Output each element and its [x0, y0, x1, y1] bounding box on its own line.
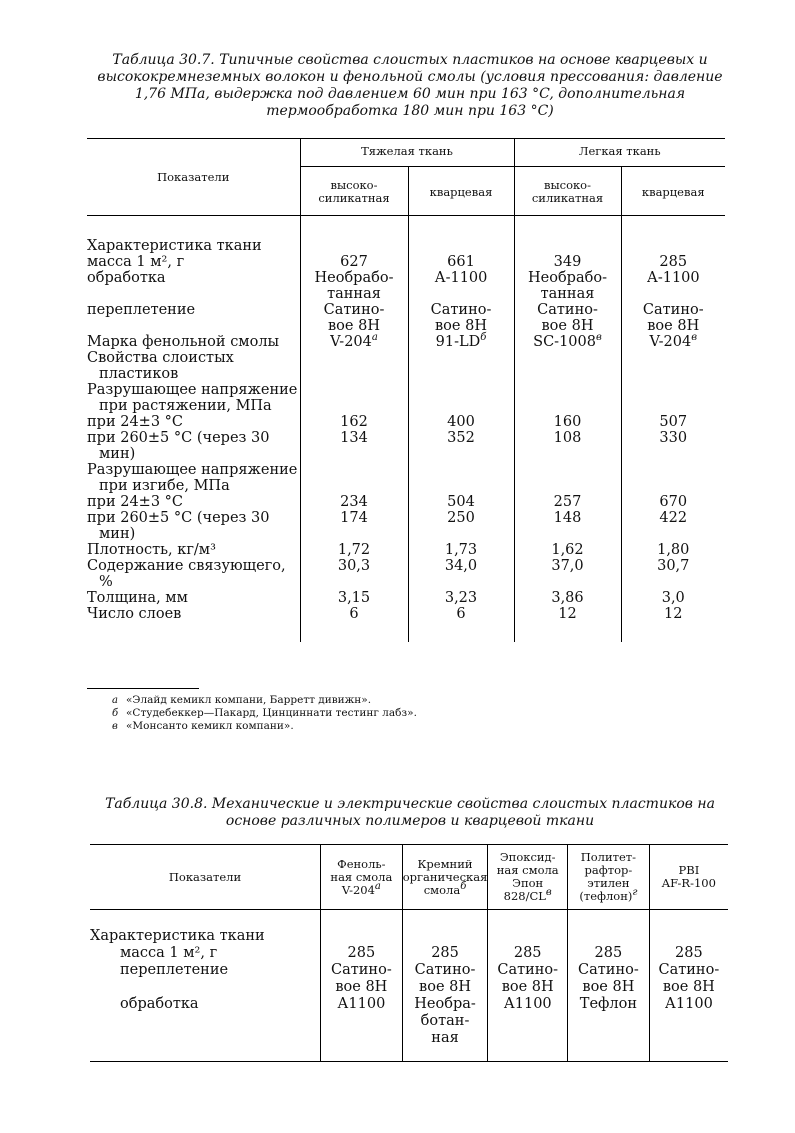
table-cell: [568, 910, 650, 946]
row-label: обработка: [120, 996, 199, 1012]
col-quartz-heavy: кварцевая: [408, 167, 514, 216]
table-cell: 12: [514, 606, 621, 642]
table-cell: $V-204^в$: [621, 334, 725, 350]
table-cell: 504: [408, 494, 514, 510]
table-row: [87, 430, 725, 462]
col-quartz-light: кварцевая: [621, 167, 725, 216]
table-row: [87, 334, 725, 350]
table-row: [90, 962, 728, 996]
table-cell: 3,86: [514, 590, 621, 606]
table-cell: А1100: [321, 996, 403, 1062]
table-cell: Сатино- вое 8Н: [408, 302, 514, 334]
table-cell: 174: [300, 510, 408, 542]
table-cell: А1100: [488, 996, 568, 1062]
table-cell: [300, 462, 408, 494]
column-header: Эпоксид- ная смола Эпон $828/CL^в$: [488, 845, 568, 910]
table-cell: 285: [402, 945, 488, 962]
table-cell: 661: [408, 254, 514, 270]
table-row: [87, 558, 725, 590]
table-row: [90, 945, 728, 962]
table-cell: [621, 462, 725, 494]
table-cell: Сатино- вое 8Н: [568, 962, 650, 996]
table-row: [87, 270, 725, 302]
table-cell: [408, 462, 514, 494]
footnote-text: «Монсанто кемикл компани».: [126, 720, 294, 732]
table-cell: $SC-1008^в$: [514, 334, 621, 350]
table-cell: 257: [514, 494, 621, 510]
row-label: обработка: [87, 270, 166, 286]
table-cell: 285: [321, 945, 403, 962]
table-cell: 234: [300, 494, 408, 510]
footnote-text: «Студебеккер—Пакард, Цинциннати тестинг лабз».: [126, 707, 417, 719]
footnote-mark: б: [480, 332, 487, 344]
table-cell: Необрабо- танная: [300, 270, 408, 302]
footnote-mark: а: [374, 880, 381, 892]
table-cell: [408, 350, 514, 382]
table-row: [87, 510, 725, 542]
table-cell: 148: [514, 510, 621, 542]
table-cell: [514, 216, 621, 255]
header-row: [90, 845, 728, 910]
table-cell: 285: [649, 945, 728, 962]
table-30-7-footnotes: [112, 694, 712, 733]
table-cell: 1,72: [300, 542, 408, 558]
table-cell: 285: [568, 945, 650, 962]
table-cell: 507: [621, 414, 725, 430]
row-label: Содержание связующего, %: [87, 558, 286, 590]
table-cell: [621, 350, 725, 382]
table-cell: 34,0: [408, 558, 514, 590]
table-cell: А-1100: [621, 270, 725, 302]
table-cell: Сатино- вое 8Н: [300, 302, 408, 334]
footnote-mark: в: [545, 887, 552, 899]
table-cell: 108: [514, 430, 621, 462]
table-cell: [621, 216, 725, 255]
table-row: [90, 910, 728, 946]
table-cell: 30,7: [621, 558, 725, 590]
row-label: переплетение: [87, 302, 196, 318]
table-row: [87, 302, 725, 334]
row-label: Свойства слоистых пластиков: [87, 350, 234, 382]
table-cell: 3,23: [408, 590, 514, 606]
table-cell: 1,80: [621, 542, 725, 558]
table-cell: А-1100: [408, 270, 514, 302]
row-label: при 24±3 °C: [87, 494, 183, 510]
footnote-mark: г: [632, 887, 638, 899]
footnote-mark: а: [112, 695, 118, 706]
column-header: Кремний органическая смола$^б$: [402, 845, 488, 910]
table-30-8: [90, 844, 728, 1062]
table-cell: 352: [408, 430, 514, 462]
table-cell: [649, 910, 728, 946]
table-cell: 349: [514, 254, 621, 270]
table-row: [87, 606, 725, 642]
table-cell: [408, 382, 514, 414]
table-cell: 285: [488, 945, 568, 962]
table-30-7-caption: Таблица 30.7. Типичные свойства слоистых пластиков на основе кварцевых и высококремнеземных волокон и фенольной смолы (условия прессования: давление 1,76 МПа, выдержка под давлением 60 мин при 163 °C, дополнительная термообработка 180 мин при 163 °C): [97, 52, 723, 119]
row-label: масса 1 м², г: [87, 254, 185, 270]
table-row: [90, 996, 728, 1062]
table-30-7: [87, 138, 725, 642]
table-cell: 670: [621, 494, 725, 510]
table-cell: 250: [408, 510, 514, 542]
table-cell: Сатино- вое 8Н: [514, 302, 621, 334]
heavy-fabric-header: Тяжелая ткань: [300, 139, 514, 167]
col-highsilica-heavy: высоко- силикатная: [300, 167, 408, 216]
param-header: Показатели: [87, 139, 300, 216]
row-label: Характеристика ткани: [87, 238, 262, 254]
row-label: Разрушающее напряжение при изгибе, МПа: [87, 462, 298, 494]
table-cell: Необрабо- танная: [514, 270, 621, 302]
table-cell: Необра- ботан- ная: [402, 996, 488, 1062]
table-cell: [514, 350, 621, 382]
footnote-mark: б: [460, 880, 467, 892]
table-row: [87, 542, 725, 558]
row-label: переплетение: [120, 962, 229, 978]
table-30-8-caption: Таблица 30.8. Механические и электрические свойства слоистых пластиков на основе различных полимеров и кварцевой ткани: [105, 796, 715, 829]
row-label: Число слоев: [87, 606, 182, 622]
table-cell: 6: [408, 606, 514, 642]
table-row: [87, 382, 725, 414]
footnote-mark: в: [112, 721, 118, 732]
column-header: Политет- рафтор- этилен (тефлон)$^г$: [568, 845, 650, 910]
table-cell: 627: [300, 254, 408, 270]
row-label: Разрушающее напряжение при растяжении, МПа: [87, 382, 298, 414]
table-cell: Тефлон: [568, 996, 650, 1062]
table-cell: 160: [514, 414, 621, 430]
footnote: [112, 694, 712, 707]
table-cell: Сатино- вое 8Н: [649, 962, 728, 996]
footnote: [112, 707, 712, 720]
table-cell: [402, 910, 488, 946]
table-cell: [514, 382, 621, 414]
table-cell: 1,73: [408, 542, 514, 558]
table-row: [87, 462, 725, 494]
table-cell: $91-LD^б$: [408, 334, 514, 350]
row-label: Толщина, мм: [87, 590, 188, 606]
row-label: Марка фенольной смолы: [87, 334, 280, 350]
footnote: [112, 720, 712, 733]
table-cell: [514, 462, 621, 494]
table-cell: [621, 382, 725, 414]
table-cell: 330: [621, 430, 725, 462]
table-cell: Сатино- вое 8Н: [488, 962, 568, 996]
footnote-mark: б: [112, 708, 119, 719]
footnote-mark: в: [691, 332, 698, 344]
table-cell: Сатино- вое 8Н: [621, 302, 725, 334]
table-cell: [300, 382, 408, 414]
row-label: масса 1 м², г: [120, 945, 218, 961]
table-cell: Сатино- вое 8Н: [402, 962, 488, 996]
table-cell: 400: [408, 414, 514, 430]
table-row: [87, 216, 725, 255]
row-label: при 260±5 °C (через 30 мин): [87, 510, 270, 542]
table-cell: $V-204^а$: [300, 334, 408, 350]
column-header: PBI AF-R-100: [649, 845, 728, 910]
row-label: при 24±3 °C: [87, 414, 183, 430]
table-cell: 6: [300, 606, 408, 642]
col-highsilica-light: высоко- силикатная: [514, 167, 621, 216]
table-cell: 1,62: [514, 542, 621, 558]
footnote-text: «Элайд кемикл компани, Барретт дивижн».: [126, 694, 372, 706]
table-cell: 37,0: [514, 558, 621, 590]
row-label: Плотность, кг/м³: [87, 542, 216, 558]
table-cell: 12: [621, 606, 725, 642]
table-cell: [488, 910, 568, 946]
table-row: [87, 590, 725, 606]
footnote-mark: в: [596, 332, 602, 344]
table-cell: 134: [300, 430, 408, 462]
footnote-mark: а: [371, 332, 378, 344]
table-cell: 422: [621, 510, 725, 542]
table-cell: 3,15: [300, 590, 408, 606]
table-cell: [321, 910, 403, 946]
table-cell: А1100: [649, 996, 728, 1062]
table-row: [87, 254, 725, 270]
table-cell: [408, 216, 514, 255]
table-cell: 3,0: [621, 590, 725, 606]
table-cell: 30,3: [300, 558, 408, 590]
table-row: [87, 414, 725, 430]
footnote-divider: [87, 688, 199, 689]
table-cell: 285: [621, 254, 725, 270]
table-row: [87, 494, 725, 510]
light-fabric-header: Легкая ткань: [514, 139, 725, 167]
table-cell: [300, 350, 408, 382]
table-row: [87, 350, 725, 382]
table-cell: Сатино- вое 8Н: [321, 962, 403, 996]
table-cell: 162: [300, 414, 408, 430]
param-header: Показатели: [168, 869, 242, 884]
table-cell: [300, 216, 408, 255]
column-header: Феноль- ная смола $V-204^а$: [321, 845, 403, 910]
row-label: Характеристика ткани: [90, 928, 265, 944]
row-label: при 260±5 °C (через 30 мин): [87, 430, 270, 462]
